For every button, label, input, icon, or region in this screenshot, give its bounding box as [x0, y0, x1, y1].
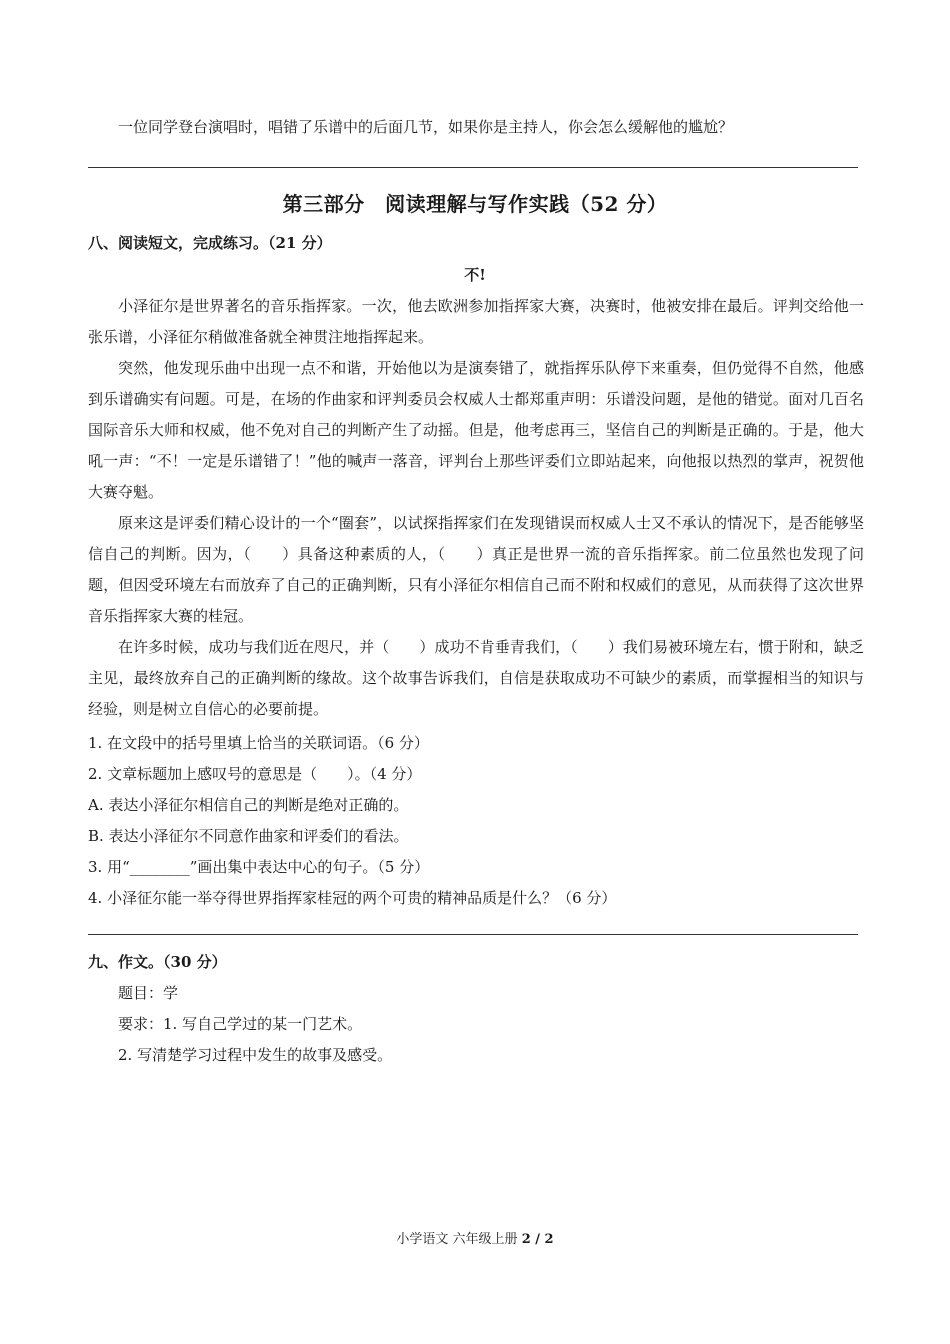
- option-b: B. 表达小泽征尔不同意作曲家和评委们的看法。: [88, 827, 409, 845]
- passage-paragraph-1: 小泽征尔是世界著名的音乐指挥家。一次，他去欧洲参加指挥家大赛，决赛时，他被安排在最后。评判交给他一张乐谱，小泽征尔稍做准备就全神贯注地指挥起来。: [88, 297, 864, 346]
- essay-requirement-1: 要求：1. 写自己学过的某一门艺术。: [118, 1015, 363, 1033]
- option-a: A. 表达小泽征尔相信自己的判断是绝对正确的。: [88, 796, 409, 814]
- passage-paragraph-3: 原来这是评委们精心设计的一个“圈套”，以试探指挥家们在发现错误而权威人士又不承认的情况下，是否能够坚信自己的判断。因为，（ ）具备这种素质的人，（ ）真正是世界一流的音乐指挥家。前二位虽然也发现了问题，但因受环境左右而放弃了自己的正确判断，只有小泽征尔相信自己而不附和权威们的意见，从而获得了这次世界音乐指挥家大赛的桂冠。: [88, 514, 864, 625]
- section8-heading: 八、阅读短文，完成练习。（21 分）: [88, 234, 332, 252]
- question-2: 2. 文章标题加上感叹号的意思是（ ）。（4 分）: [88, 765, 422, 783]
- passage-title: 不!: [464, 266, 486, 284]
- part3-title: 第三部分 阅读理解与写作实践（52 分）: [282, 192, 668, 216]
- answer-line: [88, 167, 858, 168]
- question-4: 4. 小泽征尔能一举夺得世界指挥家桂冠的两个可贵的精神品质是什么？（6 分）: [88, 889, 617, 907]
- question-1: 1. 在文段中的括号里填上恰当的关联词语。（6 分）: [88, 734, 429, 752]
- essay-topic: 题目：学: [118, 984, 179, 1002]
- footer-subject: 小学语文 六年级上册: [396, 1232, 522, 1247]
- top-question: 一位同学登台演唱时，唱错了乐谱中的后面几节，如果你是主持人，你会怎么缓解他的尴尬？: [118, 118, 734, 136]
- page-number: 2 / 2: [521, 1232, 554, 1247]
- passage-paragraph-2: 突然，他发现乐曲中出现一点不和谐，开始他以为是演奏错了，就指挥乐队停下来重奏，但仍觉得不自然，他感到乐谱确实有问题。可是，在场的作曲家和评判委员会权威人士都郑重声明：乐谱没问题，是他的错觉。面对几百名国际音乐大师和权威，他不免对自己的判断产生了动摇。但是，他考虑再三，坚信自己的判断是正确的。于是，他大吼一声：“不！一定是乐谱错了！”他的喊声一落音，评判台上那些评委们立即站起来，向他报以热烈的掌声，祝贺他大赛夺魁。: [88, 359, 864, 501]
- answer-line: [88, 934, 858, 935]
- essay-requirement-2: 2. 写清楚学习过程中发生的故事及感受。: [118, 1046, 393, 1064]
- passage-paragraph-4: 在许多时候，成功与我们近在咫尺，并（ ）成功不肯垂青我们，（ ）我们易被环境左右，惯于附和，缺乏主见，最终放弃自己的正确判断的缘故。这个故事告诉我们，自信是获取成功不可缺少的素质，而掌握相当的知识与经验，则是树立自信心的必要前提。: [88, 638, 864, 718]
- question-3: 3. 用“________”画出集中表达中心的句子。（5 分）: [88, 858, 430, 876]
- page-footer: [0, 1228, 950, 1247]
- section9-heading: 九、作文。（30 分）: [88, 953, 227, 971]
